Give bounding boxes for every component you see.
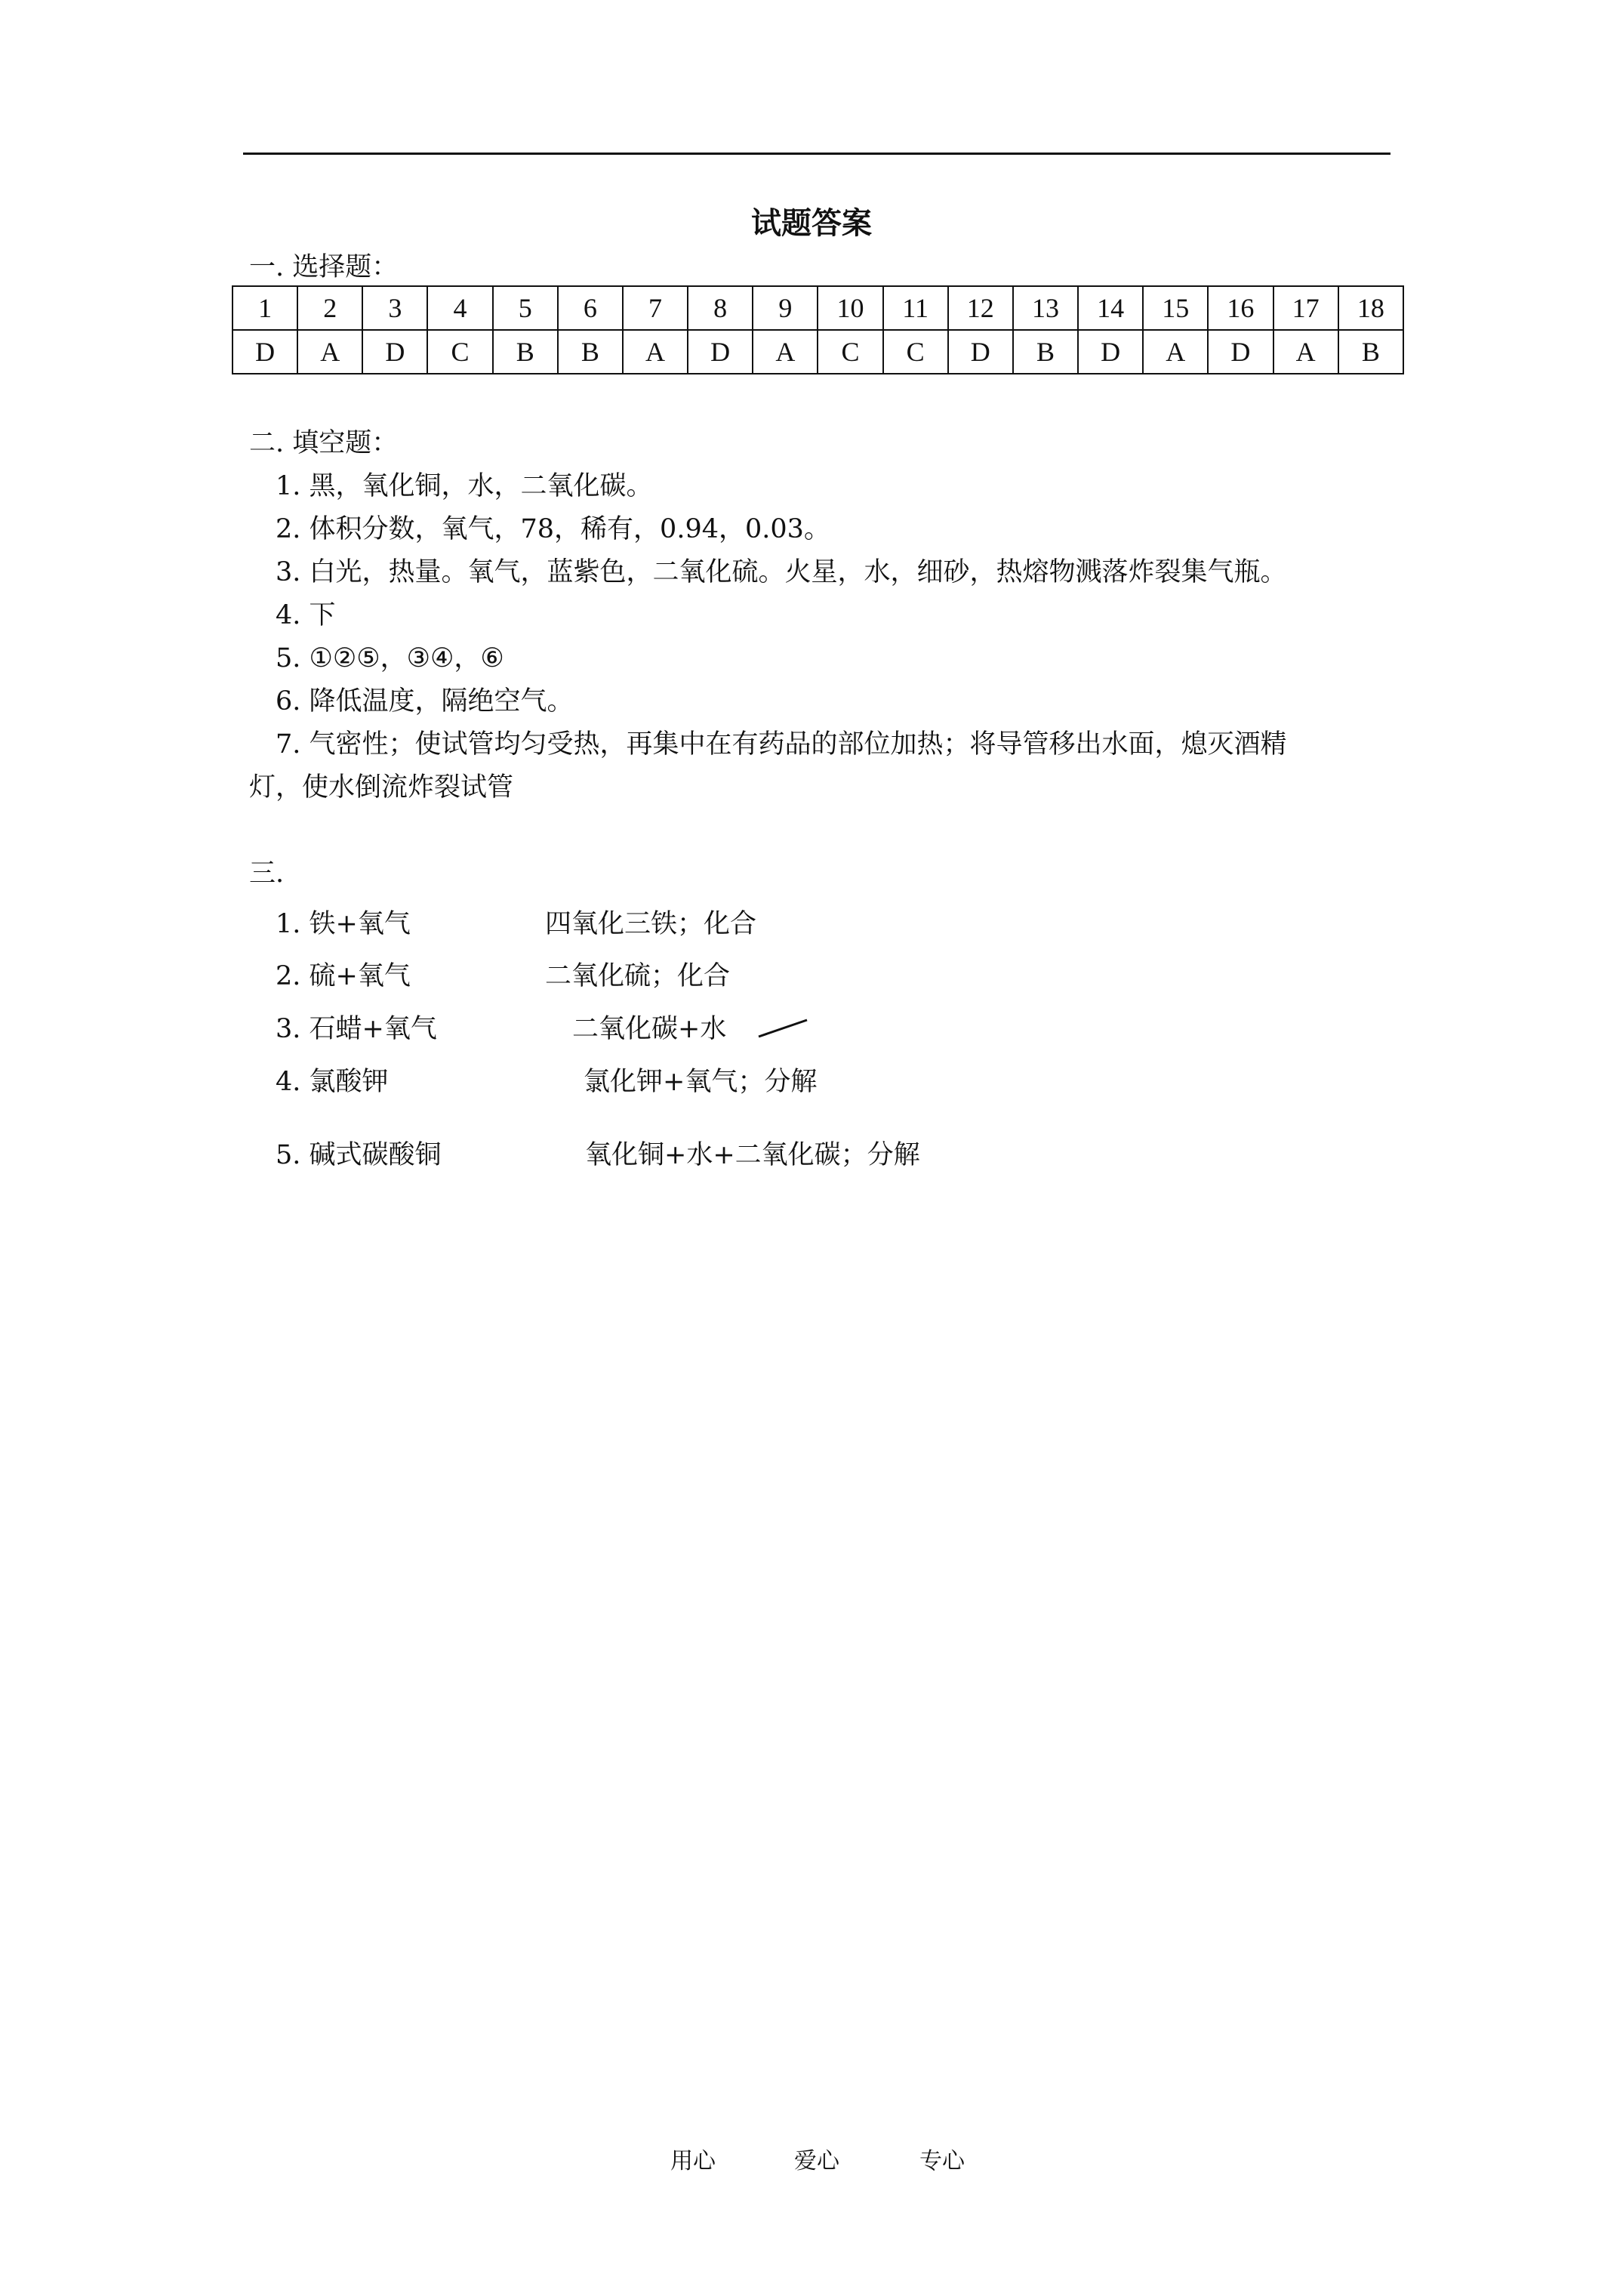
answer-cell: A bbox=[1143, 330, 1208, 374]
q-number-cell: 10 bbox=[818, 286, 882, 330]
answer-cell: A bbox=[623, 330, 688, 374]
answer-cell: D bbox=[1208, 330, 1273, 374]
equation-products: 氧化铜+水+二氧化碳；分解 bbox=[585, 1140, 920, 1170]
equation-products: 二氧化硫；化合 bbox=[545, 961, 731, 991]
footer-text: 专心 bbox=[919, 2148, 965, 2174]
equation-reactants: 5. 碱式碳酸铜 bbox=[276, 1140, 442, 1170]
slash-mark-icon bbox=[757, 1017, 810, 1040]
q-number-cell: 4 bbox=[427, 286, 492, 330]
equation-products: 二氧化碳+水 bbox=[572, 1014, 727, 1044]
section3-heading: 三. bbox=[249, 858, 285, 889]
fill-blank-item: 7. 气密性；使试管均匀受热，再集中在有药品的部位加热；将导管移出水面，熄灭酒精 bbox=[276, 729, 1287, 760]
answer-cell: D bbox=[688, 330, 753, 374]
fill-blank-item: 2. 体积分数，氧气，78，稀有，0.94，0.03。 bbox=[276, 514, 830, 544]
section2-heading: 二. 填空题： bbox=[249, 428, 399, 458]
answer-cell: C bbox=[818, 330, 882, 374]
answer-cell: D bbox=[233, 330, 297, 374]
fill-blank-item: 3. 白光，热量。氧气，蓝紫色，二氧化硫。火星，水，细砂，热熔物溅落炸裂集气瓶。 bbox=[276, 557, 1287, 587]
equation-reactants: 4. 氯酸钾 bbox=[276, 1067, 389, 1097]
question-number-row bbox=[233, 286, 1403, 330]
section1-heading: 一. 选择题： bbox=[249, 252, 399, 282]
equation-products: 四氧化三铁；化合 bbox=[545, 909, 757, 939]
answer-cell: B bbox=[493, 330, 558, 374]
equation-row bbox=[276, 1137, 1332, 1175]
answer-cell: A bbox=[297, 330, 362, 374]
answer-cell: D bbox=[362, 330, 427, 374]
equation-row bbox=[276, 958, 1332, 996]
q-number-cell: 5 bbox=[493, 286, 558, 330]
q-number-cell: 13 bbox=[1013, 286, 1078, 330]
answer-row bbox=[233, 330, 1403, 374]
header-rule bbox=[243, 153, 1390, 155]
q-number-cell: 11 bbox=[883, 286, 948, 330]
q-number-cell: 14 bbox=[1078, 286, 1143, 330]
footer-text: 用心 bbox=[670, 2148, 716, 2174]
fill-blank-item: 5. ①②⑤，③④，⑥ bbox=[276, 643, 504, 673]
fill-blank-item: 6. 降低温度，隔绝空气。 bbox=[276, 686, 574, 717]
fill-blank-item-continuation: 灯，使水倒流炸裂试管 bbox=[249, 772, 514, 803]
answer-cell: B bbox=[1013, 330, 1078, 374]
answer-cell: A bbox=[753, 330, 818, 374]
answer-cell: D bbox=[1078, 330, 1143, 374]
q-number-cell: 18 bbox=[1338, 286, 1403, 330]
equation-row bbox=[276, 1064, 1332, 1102]
q-number-cell: 8 bbox=[688, 286, 753, 330]
q-number-cell: 3 bbox=[362, 286, 427, 330]
q-number-cell: 15 bbox=[1143, 286, 1208, 330]
answer-cell: A bbox=[1273, 330, 1338, 374]
answer-table bbox=[232, 285, 1404, 374]
footer-text: 爱心 bbox=[794, 2148, 839, 2174]
q-number-cell: 7 bbox=[623, 286, 688, 330]
q-number-cell: 2 bbox=[297, 286, 362, 330]
q-number-cell: 9 bbox=[753, 286, 818, 330]
equation-reactants: 3. 石蜡+氧气 bbox=[276, 1014, 437, 1044]
equation-row bbox=[276, 906, 1332, 944]
answer-cell: C bbox=[427, 330, 492, 374]
q-number-cell: 17 bbox=[1273, 286, 1338, 330]
equation-reactants: 1. 铁+氧气 bbox=[276, 909, 411, 939]
q-number-cell: 16 bbox=[1208, 286, 1273, 330]
answer-cell: D bbox=[948, 330, 1013, 374]
fill-blank-item: 1. 黑，氧化铜，水，二氧化碳。 bbox=[276, 471, 653, 501]
q-number-cell: 6 bbox=[558, 286, 623, 330]
answer-cell: C bbox=[883, 330, 948, 374]
answer-cell: B bbox=[1338, 330, 1403, 374]
fill-blank-item: 4. 下 bbox=[276, 600, 336, 630]
answer-cell: B bbox=[558, 330, 623, 374]
page-title: 试题答案 bbox=[751, 205, 872, 241]
q-number-cell: 12 bbox=[948, 286, 1013, 330]
q-number-cell: 1 bbox=[233, 286, 297, 330]
equation-reactants: 2. 硫+氧气 bbox=[276, 961, 411, 991]
equation-products: 氯化钾+氧气；分解 bbox=[584, 1067, 818, 1097]
